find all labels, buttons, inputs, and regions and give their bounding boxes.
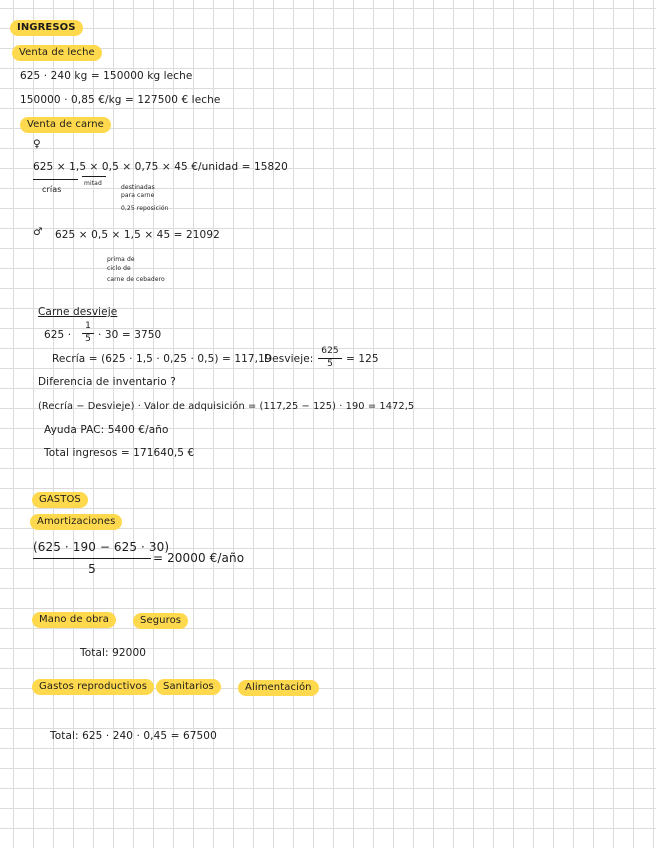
venta-carne-calc-1: 625 × 1,5 × 0,5 × 0,75 × 45 €/unidad = 15820 xyxy=(33,161,288,173)
desvieje-calc-left: 625 · xyxy=(44,329,72,341)
note-2-line: ciclo de xyxy=(107,265,131,272)
mano-obra-heading: Mano de obra xyxy=(32,612,116,628)
note-1-line: para carne xyxy=(121,192,155,199)
venta-leche-heading: Venta de leche xyxy=(12,45,102,61)
gastos-reproductivos-heading: Gastos reproductivos xyxy=(32,679,154,695)
venta-leche-line-1: 625 · 240 kg = 150000 kg leche xyxy=(20,70,193,82)
ayuda-pac: Ayuda PAC: 5400 €/año xyxy=(44,424,169,436)
venta-carne-heading: Venta de carne xyxy=(20,117,111,133)
sanitarios-heading: Sanitarios xyxy=(156,679,221,695)
mano-obra-total: Total: 92000 xyxy=(80,647,146,659)
female-symbol: ♀ xyxy=(33,138,41,150)
diferencia-inventario: Diferencia de inventario ? xyxy=(38,376,176,388)
total-ingresos: Total ingresos = 171640,5 € xyxy=(44,447,195,459)
seguros-heading: Seguros xyxy=(133,613,188,629)
desvieje-result: = 125 xyxy=(346,353,379,365)
diferencia-calc: (Recría − Desvieje) · Valor de adquisición = (117,25 − 125) · 190 = 1472,5 xyxy=(38,401,415,412)
gastos-heading: GASTOS xyxy=(32,492,88,508)
otros-gastos-total: Total: 625 · 240 · 0,45 = 67500 xyxy=(50,730,217,742)
carne-desvieje-heading: Carne desvieje xyxy=(38,306,118,318)
desvieje-frac-den: 5 xyxy=(85,334,91,344)
venta-carne-calc-2: 625 × 0,5 × 1,5 × 45 = 21092 xyxy=(55,229,220,241)
amortizaciones-denominator: 5 xyxy=(88,562,96,576)
crias-bracket xyxy=(33,179,78,180)
amortizaciones-heading: Amortizaciones xyxy=(30,514,122,530)
note-1-line: destinadas xyxy=(121,184,155,191)
desvieje-label: Desvieje: xyxy=(264,353,314,365)
venta-leche-line-2: 150000 · 0,85 €/kg = 127500 € leche xyxy=(20,94,221,106)
note-2-line: prima de xyxy=(107,256,135,263)
desvieje-calc-right: · 30 = 3750 xyxy=(98,329,162,341)
crias-label: crías xyxy=(42,185,62,194)
frac-bar xyxy=(33,558,151,559)
desvieje-frac-num: 1 xyxy=(85,321,91,331)
amortizaciones-result: = 20000 €/año xyxy=(153,551,245,565)
note-2-line: carne de cebadero xyxy=(107,276,165,283)
note-1-line: 0,25 reposición xyxy=(121,205,169,212)
mitad-bracket xyxy=(82,176,106,177)
ingresos-heading: INGRESOS xyxy=(10,20,83,36)
mitad-label: mitad xyxy=(84,180,102,187)
desvieje-num: 625 xyxy=(321,346,339,356)
desvieje-den: 5 xyxy=(327,359,333,369)
male-symbol: ♂ xyxy=(33,226,43,238)
recria-calc: Recría = (625 · 1,5 · 0,25 · 0,5) = 117,19 xyxy=(52,353,272,365)
amortizaciones-numerator: (625 · 190 − 625 · 30) xyxy=(33,540,170,554)
alimentacion-heading: Alimentación xyxy=(238,680,319,696)
